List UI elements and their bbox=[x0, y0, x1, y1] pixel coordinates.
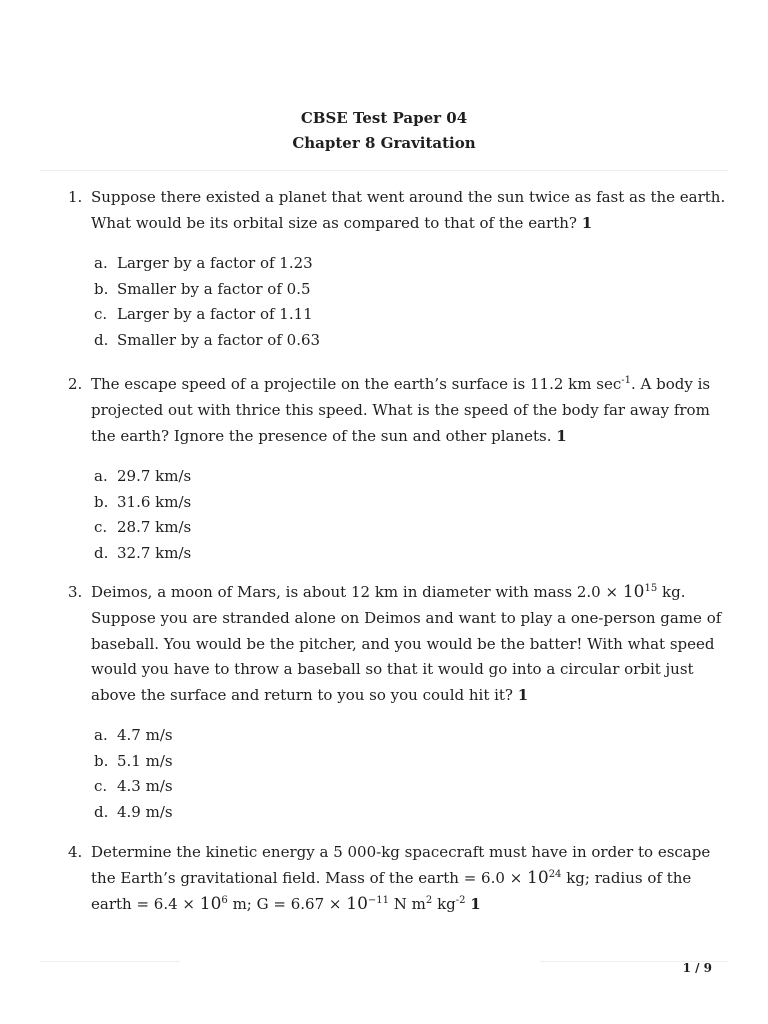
option: c. Larger by a factor of 1.11 bbox=[94, 305, 313, 323]
option: a. 29.7 km/s bbox=[94, 467, 192, 485]
option: b. 31.6 km/s bbox=[94, 492, 192, 511]
question-number: 3. bbox=[68, 583, 83, 601]
question-1 bbox=[68, 185, 728, 237]
footer-divider-left bbox=[40, 961, 180, 962]
options-3 bbox=[94, 723, 173, 825]
question-number: 1. bbox=[68, 188, 83, 206]
option: d. 32.7 km/s bbox=[94, 543, 192, 562]
question-2 bbox=[68, 372, 728, 449]
question-text: The escape speed of a projectile on the earth’s surface is 11.2 km $\sec^{-1}$. A body is projected out with thrice this speed. What is the speed of the body far away from the earth? Ignore the presence of the sun and other planets. 1 bbox=[91, 375, 711, 445]
header-divider bbox=[40, 170, 728, 171]
option: d. Smaller by a factor of 0.63 bbox=[94, 330, 321, 349]
chapter-title: Chapter 8 Gravitation bbox=[292, 134, 476, 152]
question-marks: 1 bbox=[470, 894, 481, 913]
question-marks: 1 bbox=[581, 213, 593, 232]
page-number: 1 / 9 bbox=[682, 961, 712, 975]
question-4 bbox=[68, 840, 728, 917]
option: b. 5.1 m/s bbox=[94, 751, 173, 770]
question-text: Determine the kinetic energy a 5 000-kg spacecraft must have in order to escape the Earth’s gravitational field. Mass of the earth = $6.0 \times 10^{24}$ kg; radius of the earth = $6.4 \times 10^6$ m; $G = 6.67 \times 10^{-11}$ N $m^2$ $kg^{-2}$ 1 bbox=[91, 843, 711, 914]
question-text: Suppose there existed a planet that went around the sun twice as fast as the earth. What would be its orbital size as compared to that of the earth? 1 bbox=[91, 188, 726, 232]
option: a. Larger by a factor of 1.23 bbox=[94, 254, 313, 272]
option: b. Smaller by a factor of 0.5 bbox=[94, 279, 311, 298]
option: d. 4.9 m/s bbox=[94, 802, 173, 821]
question-text: Deimos, a moon of Mars, is about 12 km in diameter with mass $2.0 \times 10^{15}$ kg. Suppose you are stranded alone on Deimos and want to play a one-person game of baseball. You would be the pitcher, and you would be the batter! With what speed would you have to throw a baseball so that it would go into a circular orbit just above the surface and return to you so you could hit it? 1 bbox=[91, 582, 722, 705]
question-3 bbox=[68, 580, 728, 709]
options-2 bbox=[94, 464, 191, 566]
option: c. 4.3 m/s bbox=[94, 777, 173, 795]
question-number: 2. bbox=[68, 375, 83, 393]
question-marks: 1 bbox=[517, 686, 529, 705]
paper-title: CBSE Test Paper 04 bbox=[300, 109, 468, 127]
option: c. 28.7 km/s bbox=[94, 518, 192, 536]
paper-header bbox=[0, 106, 768, 156]
question-number: 4. bbox=[68, 843, 83, 861]
option: a. 4.7 m/s bbox=[94, 726, 173, 744]
question-marks: 1 bbox=[556, 426, 567, 445]
options-1 bbox=[94, 251, 320, 353]
